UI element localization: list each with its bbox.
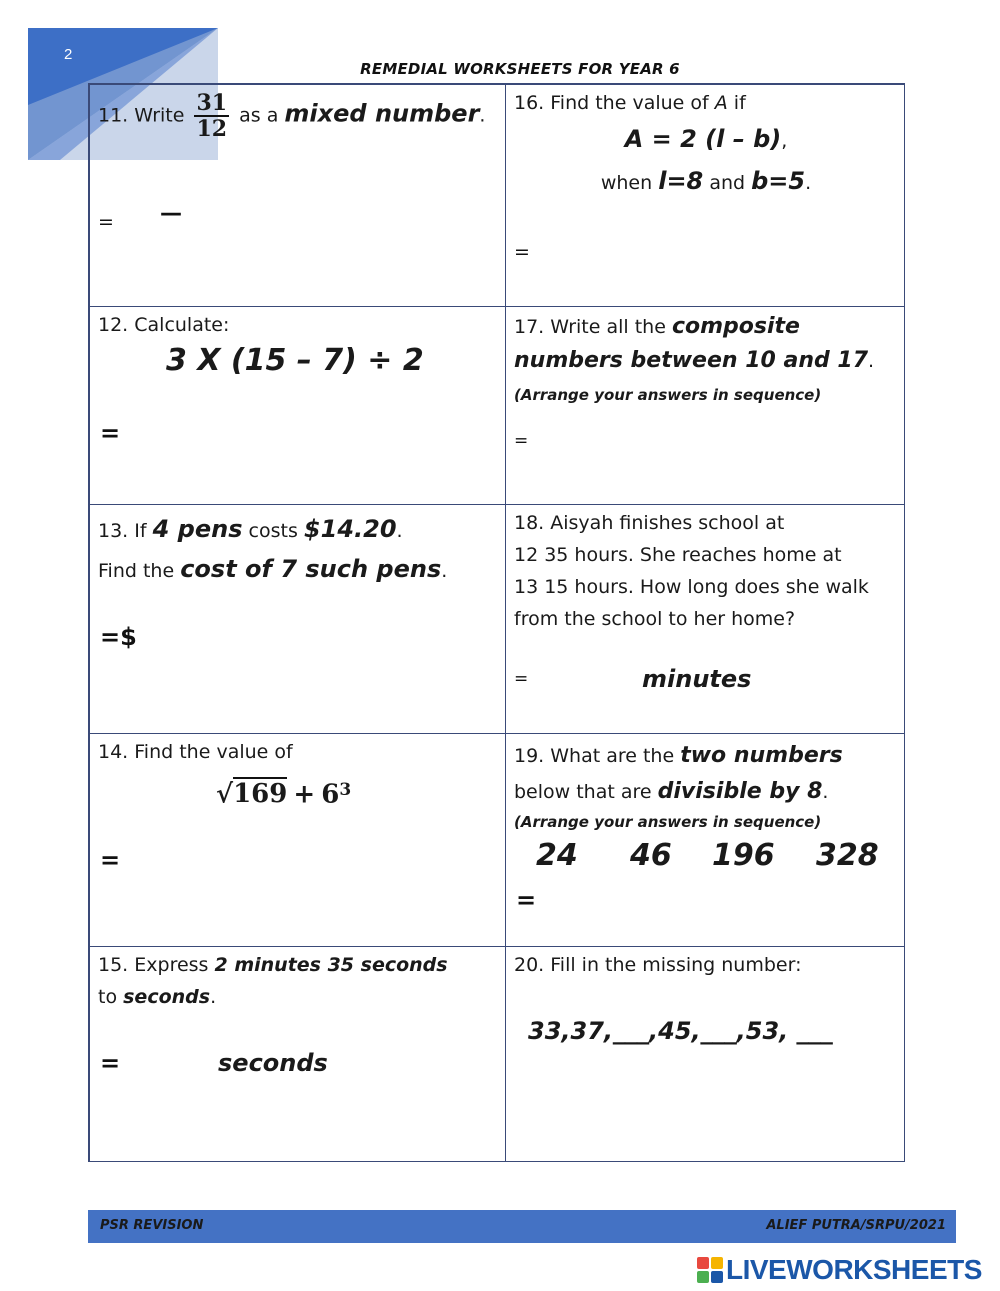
- cell-q11: [89, 84, 506, 307]
- q14-prompt: 14. Find the value of: [98, 741, 293, 763]
- q18-line2: 12 35 hours. She reaches home at: [514, 544, 842, 566]
- q19-note: (Arrange your answers in sequence): [514, 813, 822, 831]
- liveworksheets-logo-icon: [697, 1257, 723, 1283]
- q11-prompt: 11. Write $\frac{31}{12}$ as a mixed number.: [98, 90, 486, 142]
- q16-formula: A = 2 (l – b),: [624, 125, 788, 153]
- q19-number-4: 328: [816, 838, 879, 873]
- cell-q18: [505, 504, 905, 734]
- liveworksheets-logo[interactable]: [697, 1255, 982, 1285]
- q19-answer-equals: =: [516, 886, 537, 914]
- q18-line1: 18. Aisyah finishes school at: [514, 512, 785, 534]
- page-number: 2: [64, 46, 73, 63]
- q17-note: (Arrange your answers in sequence): [514, 386, 822, 404]
- q15-prompt-line2: to seconds.: [98, 986, 217, 1008]
- q14-answer-equals: =: [100, 846, 121, 874]
- cell-q12: [89, 306, 506, 505]
- q19-prompt: 19. What are the two numbers: [514, 743, 843, 768]
- q15-prompt: 15. Express 2 minutes 35 seconds: [98, 954, 448, 976]
- q11-answer-equals: =: [98, 211, 114, 233]
- cell-q15: [89, 946, 506, 1162]
- q17-answer-equals: =: [514, 431, 529, 451]
- cell-q19: [505, 733, 905, 947]
- q17-prompt: 17. Write all the composite: [514, 314, 800, 339]
- liveworksheets-logo-text: LIVEWORKSHEETS: [726, 1254, 982, 1285]
- question-grid: [88, 83, 905, 1162]
- q14-expression: $√169 + 6^3$: [216, 779, 352, 810]
- q20-prompt: 20. Fill in the missing number:: [514, 954, 802, 976]
- footer-bar: [88, 1210, 956, 1243]
- q19-prompt-line2: below that are divisible by 8.: [514, 779, 829, 804]
- q12-expression: 3 X (15 – 7) ÷ 2: [166, 343, 424, 378]
- q15-answer-equals: =: [100, 1049, 121, 1077]
- page-title: REMEDIAL WORKSHEETS FOR YEAR 6: [360, 60, 680, 78]
- cell-q14: [89, 733, 506, 947]
- q17-prompt-line2: numbers between 10 and 17.: [514, 348, 875, 373]
- cell-q20: [505, 946, 905, 1162]
- q13-prompt-line2: Find the cost of 7 such pens.: [98, 555, 448, 583]
- q16-prompt: 16. Find the value of A if: [514, 92, 746, 114]
- footer-left-label: PSR REVISION: [100, 1218, 204, 1233]
- q18-line4: from the school to her home?: [514, 608, 796, 630]
- q19-number-1: 24: [536, 838, 578, 873]
- cell-q16: [505, 84, 905, 307]
- q13-answer: =$: [100, 623, 137, 651]
- q12-answer-equals: =: [100, 419, 121, 447]
- footer-right-label: ALIEF PUTRA/SRPU/2021: [766, 1218, 946, 1233]
- q15-unit: seconds: [218, 1049, 328, 1077]
- q16-conditions: when l=8 and b=5.: [600, 167, 812, 195]
- cell-q13: [89, 504, 506, 734]
- q18-answer-equals: =: [514, 669, 529, 689]
- q19-number-2: 46: [630, 838, 672, 873]
- q11-answer-line[interactable]: —: [160, 201, 182, 226]
- q12-prompt: 12. Calculate:: [98, 314, 230, 336]
- q11-fraction: $\frac{31}{12}$: [196, 90, 228, 142]
- q16-answer-equals: =: [514, 241, 530, 263]
- q13-prompt: 13. If 4 pens costs $14.20.: [98, 515, 403, 543]
- cell-q17: [505, 306, 905, 505]
- q18-line3: 13 15 hours. How long does she walk: [514, 576, 869, 598]
- q18-unit: minutes: [642, 665, 752, 693]
- q19-number-3: 196: [712, 838, 775, 873]
- q20-sequence[interactable]: 33,37,___,45,___,53, ___: [528, 1017, 833, 1045]
